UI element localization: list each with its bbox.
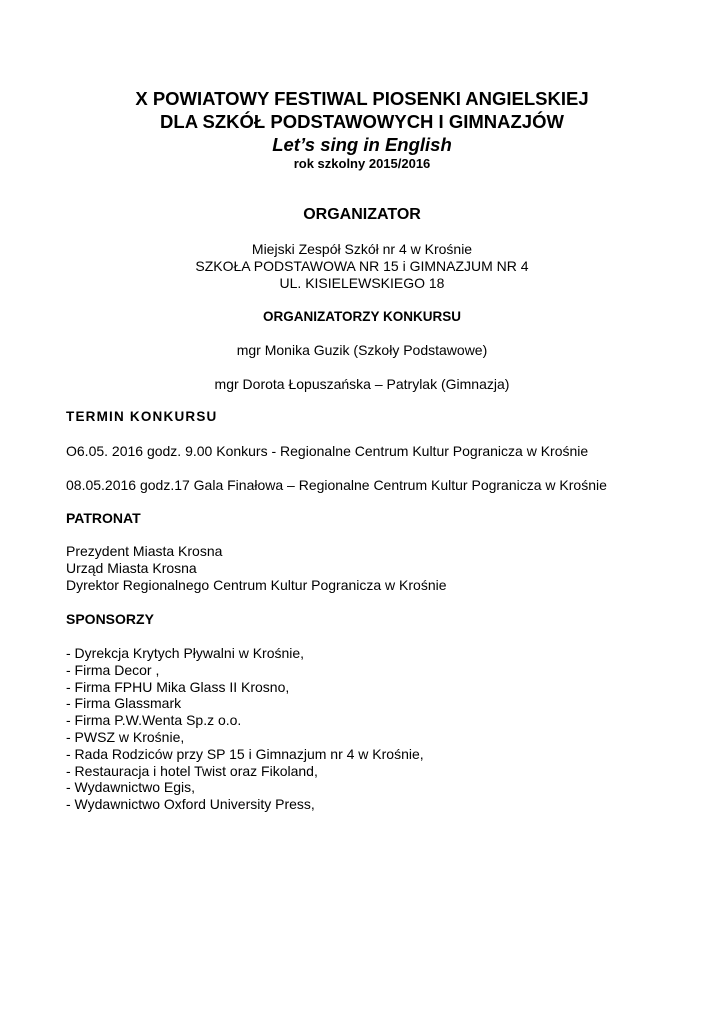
list-item: Prezydent Miasta Krosna: [66, 543, 223, 559]
organizer-heading: ORGANIZATOR: [303, 206, 421, 223]
list-item: - Restauracja i hotel Twist oraz Fikoland,: [66, 762, 318, 779]
list-item: - Firma FPHU Mika Glass II Krosno,: [66, 678, 290, 695]
list-item: - Firma P.W.Wenta Sp.z o.o.: [66, 712, 242, 729]
list-item: Dyrektor Regionalnego Centrum Kultur Pogranicza w Krośnie: [66, 576, 447, 593]
list-item: - PWSZ w Krośnie,: [66, 728, 185, 745]
document-subtitle: Let’s sing in English: [272, 134, 452, 155]
schedule-event2: 08.05.2016 godz.17 Gala Finałowa – Regionalne Centrum Kultur Pogranicza w Krośnie: [66, 477, 607, 493]
list-item: - Wydawnictwo Oxford University Press,: [66, 796, 315, 813]
organizer-line3: UL. KISIELEWSKIEGO 18: [279, 275, 445, 291]
patronage-heading: PATRONAT: [66, 510, 141, 526]
list-item: Urząd Miasta Krosna: [66, 559, 197, 576]
list-item: - Firma Decor ,: [66, 661, 160, 678]
document-title-line1: X POWIATOWY FESTIWAL PIOSENKI ANGIELSKIEJ: [135, 88, 589, 109]
organizer-line2: SZKOŁA PODSTAWOWA NR 15 i GIMNAZJUM NR 4: [195, 258, 529, 274]
schedule-event1: O6.05. 2016 godz. 9.00 Konkurs - Regionalne Centrum Kultur Pogranicza w Krośnie: [66, 443, 589, 459]
list-item: - Rada Rodziców przy SP 15 i Gimnazjum nr 4 w Krośnie,: [66, 745, 424, 762]
contest-organizer-person1: mgr Monika Guzik (Szkoły Podstawowe): [236, 342, 488, 358]
sponsors-list: [66, 645, 424, 813]
schedule-heading: TERMIN KONKURSU: [66, 409, 218, 424]
list-item: - Wydawnictwo Egis,: [66, 779, 196, 796]
school-year: rok szkolny 2015/2016: [293, 156, 431, 171]
organizer-line1: Miejski Zespół Szkół nr 4 w Krośnie: [251, 241, 473, 257]
list-item: - Firma Glassmark: [66, 695, 182, 712]
sponsors-heading: SPONSORZY: [66, 611, 154, 627]
contest-organizers-heading: ORGANIZATORZY KONKURSU: [262, 309, 461, 324]
document-title-line2: DLA SZKÓŁ PODSTAWOWYCH I GIMNAZJÓW: [160, 111, 564, 132]
patronage-list: [66, 543, 447, 593]
contest-organizer-person2: mgr Dorota Łopuszańska – Patrylak (Gimnazja): [214, 376, 510, 392]
list-item: - Dyrekcja Krytych Pływalni w Krośnie,: [66, 645, 305, 661]
